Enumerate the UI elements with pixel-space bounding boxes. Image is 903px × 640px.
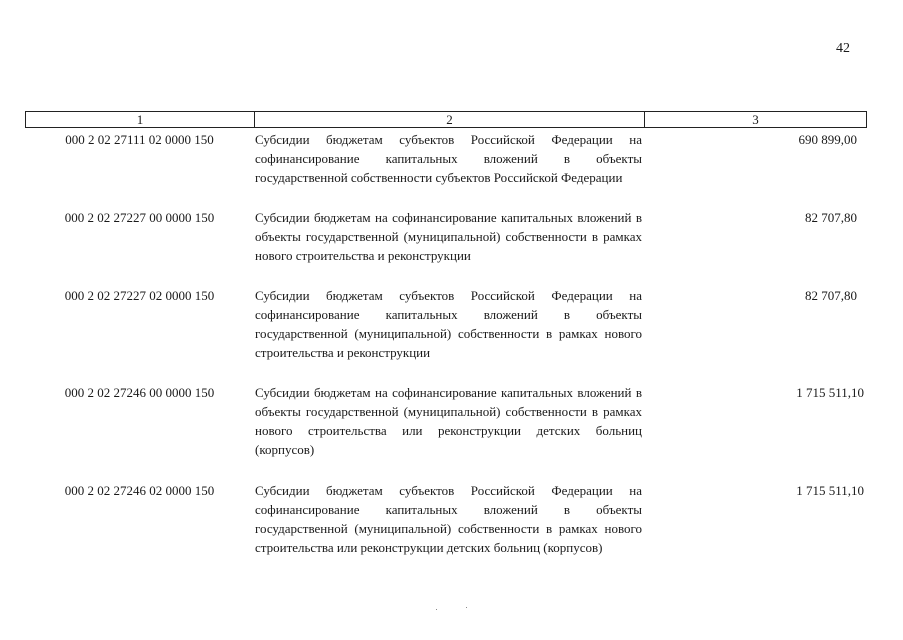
column-header-1: 1 [26,112,255,127]
row-amount: 1 715 511,10 [796,483,864,498]
page-number: 42 [836,41,850,56]
row-description: Субсидии бюджетам субъектов Российской Федерации на софинансирование капитальных вложений в объекты государственной (муниципальной) собственности в рамках нового строительства и реконструкции [255,288,642,360]
row-amount: 82 707,80 [805,288,857,303]
row-code: 000 2 02 27111 02 0000 150 [65,132,214,147]
row-code: 000 2 02 27246 02 0000 150 [64,483,215,498]
row-description: Субсидии бюджетам на софинансирование капитальных вложений в объекты государственной (муниципальной) собственности в рамках нового строительства и реконструкции [255,210,642,263]
column-header-3: 3 [752,112,759,127]
row-amount: 690 899,00 [798,132,857,147]
table-header-row [25,111,867,128]
scan-speck [466,607,467,608]
row-amount: 82 707,80 [805,210,857,225]
scan-speck [436,609,437,610]
row-description: Субсидии бюджетам субъектов Российской Федерации на софинансирование капитальных вложений в объекты государственной (муниципальной) собственности в рамках нового строительства или реконструкции детских больниц (корпусов) [255,483,642,555]
row-description: Субсидии бюджетам субъектов Российской Федерации на софинансирование капитальных вложений в объекты государственной собственности субъектов Российской Федерации [255,132,642,185]
row-amount: 1 715 511,10 [796,385,864,400]
row-code: 000 2 02 27227 00 0000 150 [64,210,215,225]
row-code: 000 2 02 27246 00 0000 150 [64,385,215,400]
row-code: 000 2 02 27227 02 0000 150 [64,288,215,303]
scan-specks [436,607,476,611]
column-header-2: 2 [255,112,645,127]
row-description: Субсидии бюджетам на софинансирование капитальных вложений в объекты государственной (муниципальной) собственности в рамках нового строительства или реконструкции детских больниц (корпусов) [255,385,642,457]
